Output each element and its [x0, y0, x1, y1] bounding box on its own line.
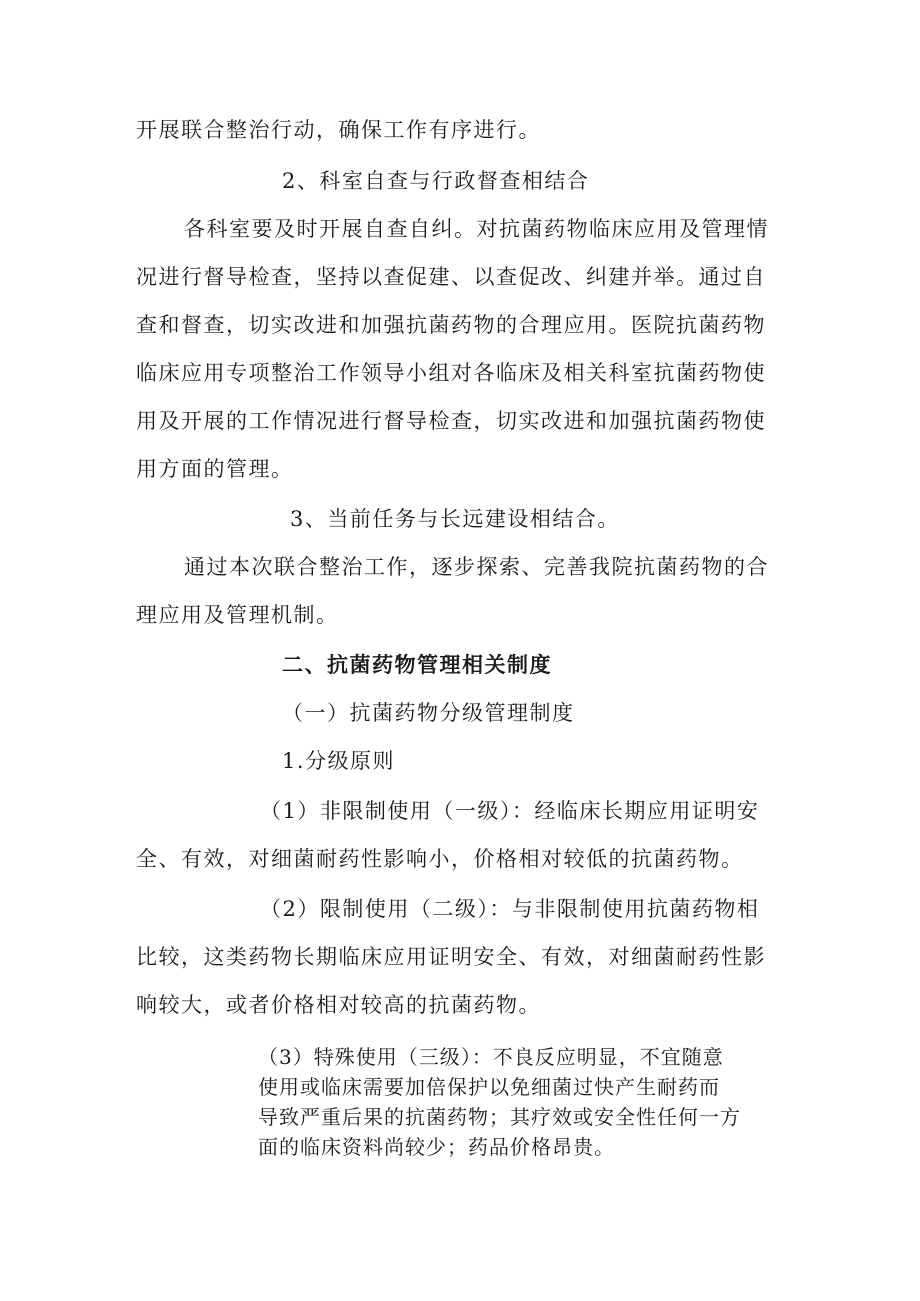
paragraph-line: 使用或临床需要加倍保护以免细菌过快产生耐药而	[258, 1075, 720, 1099]
paragraph-line: 全、有效，对细菌耐药性影响小，价格相对较低的抗菌药物。	[136, 847, 744, 871]
paragraph-line: 用及开展的工作情况进行督导检查，切实改进和加强抗菌药物使	[136, 409, 766, 433]
paragraph-line: （1）非限制使用（一级）：经临床长期应用证明安	[260, 799, 760, 823]
subsection-heading: 1.分级原则	[282, 749, 396, 773]
paragraph-line: 查和督查，切实改进和加强抗菌药物的合理应用。医院抗菌药物	[136, 313, 766, 337]
section-heading: 2、科室自查与行政督查相结合	[282, 169, 590, 193]
paragraph-line: 比较，这类药物长期临床应用证明安全、有效，对细菌耐药性影	[136, 945, 766, 969]
paragraph-line: 通过本次联合整治工作，逐步探索、完善我院抗菌药物的合	[184, 555, 769, 579]
paragraph-line: 各科室要及时开展自查自纠。对抗菌药物临床应用及管理情	[184, 217, 769, 241]
paragraph-line: 用方面的管理。	[136, 457, 294, 481]
paragraph-line: 开展联合整治行动，确保工作有序进行。	[136, 118, 541, 142]
paragraph-line: 面的临床资料尚较少；药品价格昂贵。	[258, 1135, 615, 1159]
paragraph-line: （3）特殊使用（三级）：不良反应明显，不宜随意	[258, 1045, 724, 1069]
section-heading: 3、当前任务与长远建设相结合。	[290, 507, 620, 531]
paragraph-line: 况进行督导检查，坚持以查促建、以查促改、纠建并举。通过自	[136, 265, 766, 289]
paragraph-line: （2）限制使用（二级）：与非限制使用抗菌药物相	[260, 897, 760, 921]
paragraph-line: 理应用及管理机制。	[136, 603, 339, 627]
chapter-heading: 二、抗菌药物管理相关制度	[282, 652, 552, 677]
paragraph-line: 导致严重后果的抗菌药物；其疗效或安全性任何一方	[258, 1105, 741, 1129]
paragraph-line: 响较大，或者价格相对较高的抗菌药物。	[136, 993, 541, 1017]
paragraph-line: 临床应用专项整治工作领导小组对各临床及相关科室抗菌药物使	[136, 361, 766, 385]
subsection-heading: （一）抗菌药物分级管理制度	[282, 701, 575, 725]
